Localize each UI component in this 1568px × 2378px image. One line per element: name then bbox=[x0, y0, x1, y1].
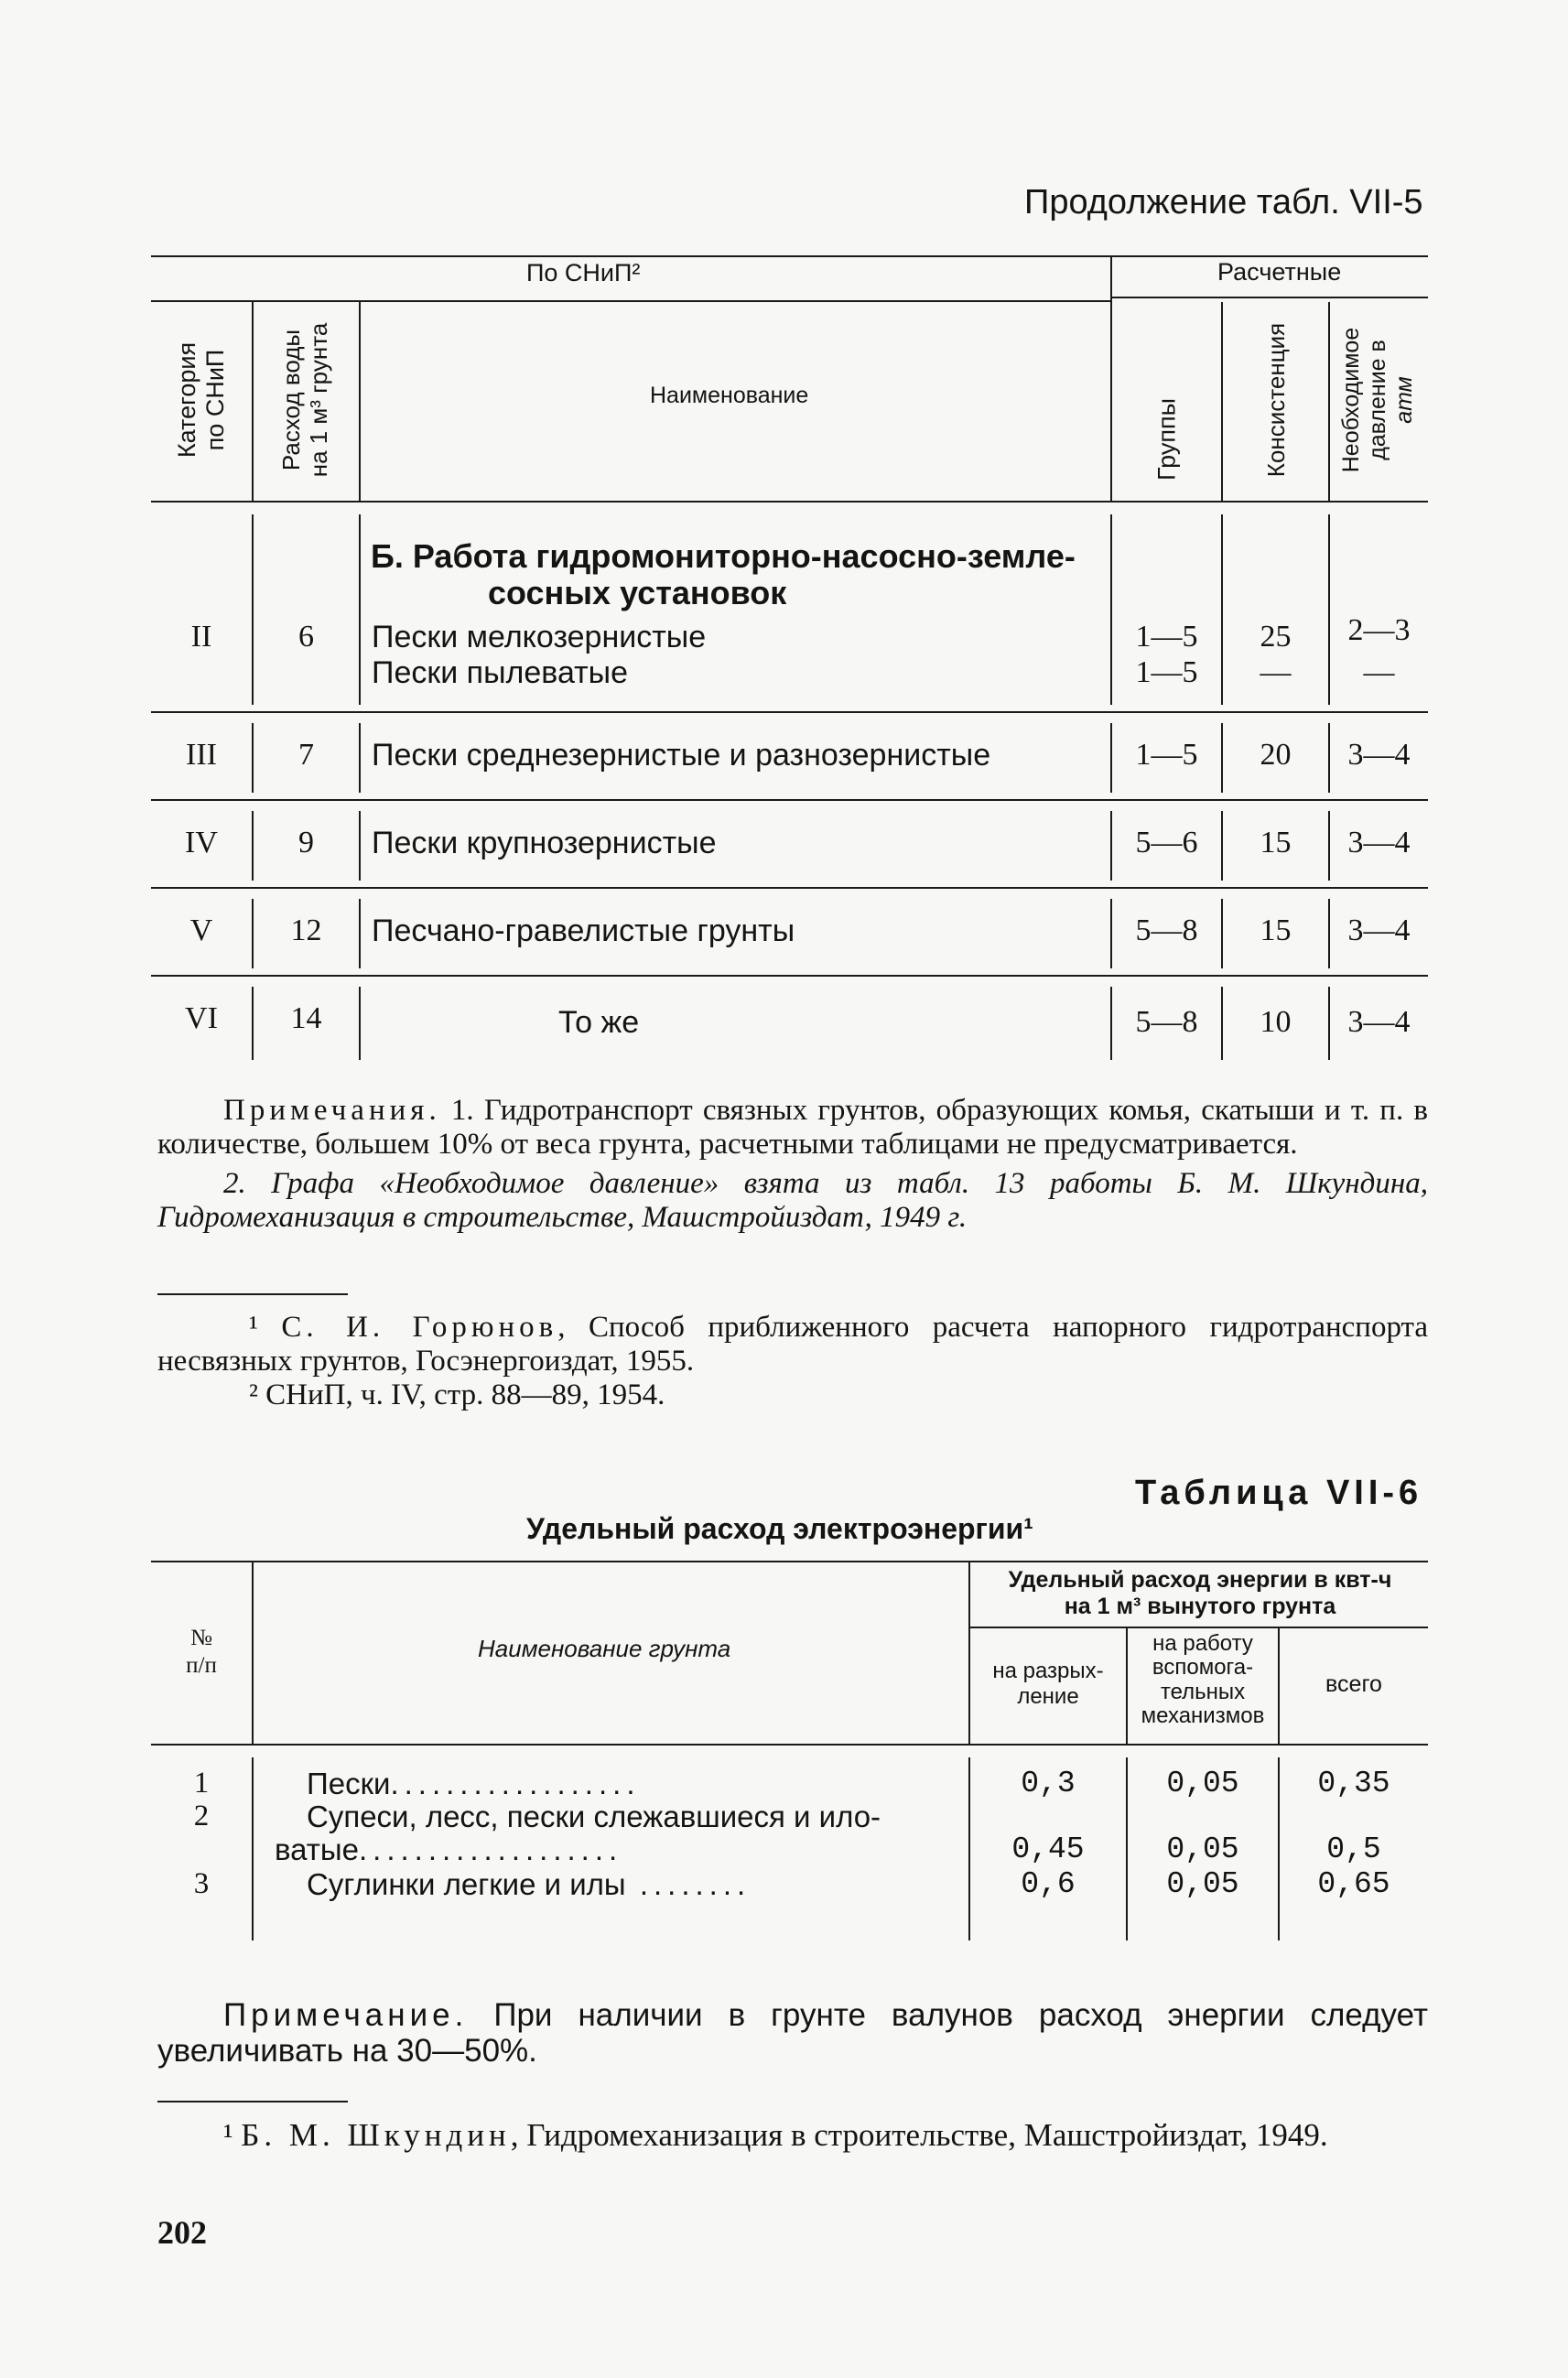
row-soil-name: Суглинки легкие и илы ........ bbox=[307, 1867, 752, 1901]
row-category: V bbox=[189, 913, 213, 947]
group-header-snip: По СНиП² bbox=[526, 259, 641, 286]
row-groups: 5—6 bbox=[1135, 826, 1198, 859]
row-groups: 1—5 bbox=[1135, 620, 1198, 654]
footnotes-block bbox=[157, 1311, 1428, 1412]
table-label: Таблица VII-6 bbox=[1135, 1474, 1423, 1512]
table-title: Удельный расход электроэнергии¹ bbox=[526, 1512, 1033, 1545]
footnote-mark: ¹ bbox=[223, 2117, 233, 2153]
row-pressure: 3—4 bbox=[1347, 826, 1411, 859]
col-header-total: всего bbox=[1325, 1671, 1382, 1697]
row-total: 0,5 bbox=[1326, 1832, 1381, 1866]
row-groups: 1—5 bbox=[1135, 738, 1198, 772]
row-category: IV bbox=[185, 826, 218, 859]
note-heading: Примечание. bbox=[223, 1997, 469, 2033]
footnote-text: , Гидромеханизация в строительстве, Машстройиздат, 1949. bbox=[510, 2117, 1328, 2153]
continuation-label: Продолжение табл. VII-5 bbox=[1024, 183, 1423, 222]
notes-block bbox=[157, 1094, 1428, 1235]
row-aux: 0,05 bbox=[1166, 1867, 1239, 1901]
row-num: 3 bbox=[193, 1867, 210, 1900]
row-pressure: 3—4 bbox=[1347, 738, 1411, 772]
row-pressure: 3—4 bbox=[1347, 913, 1411, 947]
col-header-aux: на работу вспомога- тельных механизмов bbox=[1141, 1631, 1265, 1729]
row-groups: 5—8 bbox=[1135, 913, 1198, 947]
footnote-mark: ¹ bbox=[249, 1311, 258, 1344]
row-groups: 5—8 bbox=[1135, 1005, 1198, 1039]
row-consistency: 20 bbox=[1260, 738, 1292, 772]
row-category: VI bbox=[185, 1001, 218, 1035]
row-name: Песчано-гравелистые грунты bbox=[372, 913, 795, 948]
row-water: 7 bbox=[298, 738, 314, 772]
notes-heading: Примечания. bbox=[223, 1094, 441, 1127]
row-water: 12 bbox=[290, 913, 322, 947]
row-name: Пески мелкозернистые bbox=[372, 620, 707, 654]
row-name: То же bbox=[558, 1005, 640, 1040]
col-header-water-consumption: Расход воды на 1 м³ грунта bbox=[277, 322, 332, 478]
row-category: II bbox=[190, 620, 212, 654]
row-consistency: — bbox=[1260, 655, 1292, 689]
row-consistency: 10 bbox=[1260, 1005, 1292, 1039]
page-number: 202 bbox=[157, 2214, 207, 2251]
note-text: При наличии в грунте валунов расход энергии следует увеличивать на 30—50%. bbox=[157, 1997, 1428, 2070]
row-loosening: 0,45 bbox=[1011, 1832, 1085, 1866]
row-num: 2 bbox=[193, 1800, 210, 1832]
row-name: Пески крупнозернистые bbox=[372, 826, 717, 860]
group-header-calculated: Расчетные bbox=[1217, 258, 1342, 286]
row-consistency: 25 bbox=[1260, 620, 1292, 654]
row-pressure: — bbox=[1363, 655, 1395, 689]
row-category: III bbox=[186, 738, 217, 772]
note-item-2: 2. Графа «Необходимое давление» взята из табл. 13 работы Б. М. Шкундина, Гидромеханизация в строительстве, Машстройиздат, 1949 г. bbox=[157, 1166, 1428, 1234]
col-header-energy-group: Удельный расход энергии в квт-ч на 1 м³ вынутого грунта bbox=[1008, 1567, 1392, 1619]
row-water: 9 bbox=[298, 826, 314, 859]
col-header-category: Категория по СНиП bbox=[172, 341, 229, 459]
col-header-consistency: Консистенция bbox=[1262, 322, 1291, 478]
col-header-pressure: Необходимое давление в атм bbox=[1337, 327, 1417, 473]
row-aux: 0,05 bbox=[1166, 1832, 1239, 1866]
row-total: 0,65 bbox=[1317, 1867, 1390, 1901]
footnote-2: ² СНиП, ч. IV, стр. 88—89, 1954. bbox=[249, 1378, 665, 1411]
footnote-text: , Способ приближенного расчета напорного гидротранспорта несвязных грунтов, Госэнергоиздат, 1955. bbox=[157, 1311, 1428, 1378]
col-header-loosening: на разрых- ление bbox=[992, 1659, 1104, 1709]
col-header-groups: Группы bbox=[1152, 398, 1181, 481]
row-pressure: 2—3 bbox=[1347, 613, 1411, 647]
row-loosening: 0,6 bbox=[1021, 1867, 1076, 1901]
row-consistency: 15 bbox=[1260, 826, 1292, 859]
row-soil-name: Супеси, лесс, пески слежавшиеся и ило- bbox=[307, 1800, 881, 1833]
row-num: 1 bbox=[193, 1767, 210, 1800]
footnote-divider bbox=[157, 2101, 348, 2102]
footnote-author: Б. М. Шкундин bbox=[241, 2117, 511, 2153]
footnote-block-2 bbox=[157, 2117, 1428, 2153]
section-title: Б. Работа гидромониторно-насосно-земле- сосных установок bbox=[371, 537, 1076, 612]
table2-note bbox=[157, 1997, 1428, 2069]
row-groups: 1—5 bbox=[1135, 655, 1198, 689]
row-name: Пески пылеватые bbox=[372, 655, 629, 690]
row-name: Пески среднезернистые и разнозернистые bbox=[372, 738, 991, 773]
row-aux: 0,05 bbox=[1166, 1767, 1239, 1800]
row-water: 14 bbox=[290, 1001, 322, 1035]
row-soil-name-cont: ватые................... bbox=[275, 1832, 623, 1866]
row-soil-name: Пески.................. bbox=[307, 1767, 641, 1800]
row-total: 0,35 bbox=[1317, 1767, 1390, 1800]
row-loosening: 0,3 bbox=[1021, 1767, 1076, 1800]
col-header-name: Наименование bbox=[650, 383, 809, 408]
note-item-1: 1. Гидротранспорт связных грунтов, образующих комья, скатыши и т. п. в количестве, большем 10% от веса грунта, расчетными таблицами не предусматривается. bbox=[157, 1094, 1428, 1161]
row-water: 6 bbox=[298, 620, 314, 654]
row-consistency: 15 bbox=[1260, 913, 1292, 947]
footnote-author: С. И. Горюнов bbox=[281, 1311, 558, 1344]
col-header-num: № п/п bbox=[186, 1626, 217, 1678]
footnote-divider bbox=[157, 1293, 348, 1295]
col-header-soil-name: Наименование грунта bbox=[478, 1635, 731, 1662]
row-pressure: 3—4 bbox=[1347, 1005, 1411, 1039]
